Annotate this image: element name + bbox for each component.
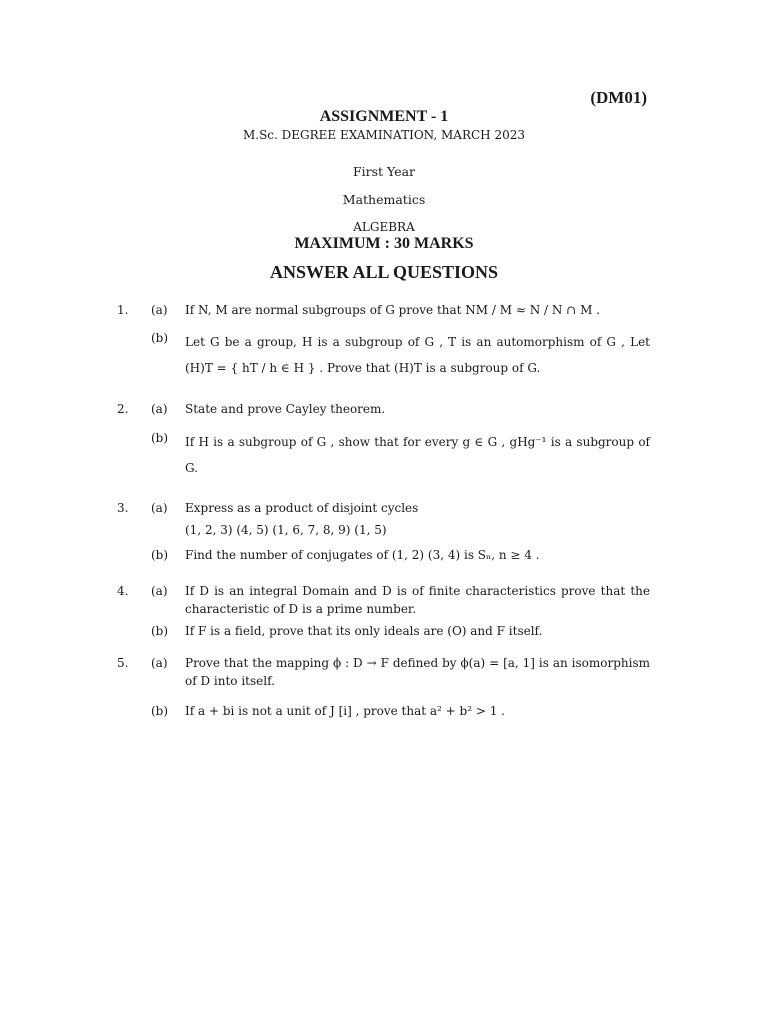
question-number: 3.	[117, 501, 129, 515]
question-text: Express as a product of disjoint cycles	[185, 501, 419, 515]
year-label: First Year	[352, 164, 416, 179]
part-label: (a)	[151, 303, 168, 317]
assignment-title: ASSIGNMENT - 1	[319, 108, 449, 125]
part-label: (b)	[151, 548, 169, 562]
part-label: (a)	[151, 402, 168, 416]
part-label: (a)	[151, 501, 168, 515]
part-label: (b)	[151, 624, 169, 638]
question-text: Prove that the mapping ϕ : D → F defined by ϕ(a) = [a, 1] is an isomorphism of D into itself.	[185, 656, 650, 688]
question-text: If D is an integral Domain and D is of finite characteristics prove that the characteristic of D is a prime number.	[185, 584, 650, 616]
subject-label: Mathematics	[342, 192, 426, 207]
paper-code: (DM01)	[590, 88, 647, 107]
question-text: If N, M are normal subgroups of G prove that NM / M ≈ N / N ∩ M .	[185, 303, 600, 317]
question-text: If H is a subgroup of G , show that for every g ∈ G , gHg⁻¹ is a subgroup of G.	[185, 435, 650, 475]
part-label: (b)	[151, 704, 169, 718]
part-label: (b)	[151, 331, 169, 345]
instruction: ANSWER ALL QUESTIONS	[269, 262, 499, 282]
question-text: State and prove Cayley theorem.	[185, 402, 386, 416]
question-number: 5.	[117, 656, 129, 670]
part-label: (a)	[151, 656, 168, 670]
question-text: Let G be a group, H is a subgroup of G , T is an automorphism of G , Let (H)T = { hT / h ∈ H } . Prove that (H)T is a subgroup of G.	[185, 335, 650, 375]
part-label: (a)	[151, 584, 168, 598]
question-number: 4.	[117, 584, 129, 598]
question-text: Find the number of conjugates of (1, 2) (3, 4) is Sₙ, n ≥ 4 .	[185, 548, 540, 562]
question-number: 1.	[117, 303, 129, 317]
question-text: If F is a field, prove that its only ideals are (O) and F itself.	[185, 624, 543, 638]
max-marks: MAXIMUM : 30 MARKS	[294, 235, 474, 252]
part-label: (b)	[151, 431, 169, 445]
exam-name: M.Sc. DEGREE EXAMINATION, MARCH 2023	[242, 128, 526, 142]
question-number: 2.	[117, 402, 129, 416]
question-text: If a + bi is not a unit of J [i] , prove that a² + b² > 1 .	[185, 704, 505, 718]
cycles-expression: (1, 2, 3) (4, 5) (1, 6, 7, 8, 9) (1, 5)	[185, 523, 387, 537]
paper-label: ALGEBRA	[353, 220, 415, 234]
